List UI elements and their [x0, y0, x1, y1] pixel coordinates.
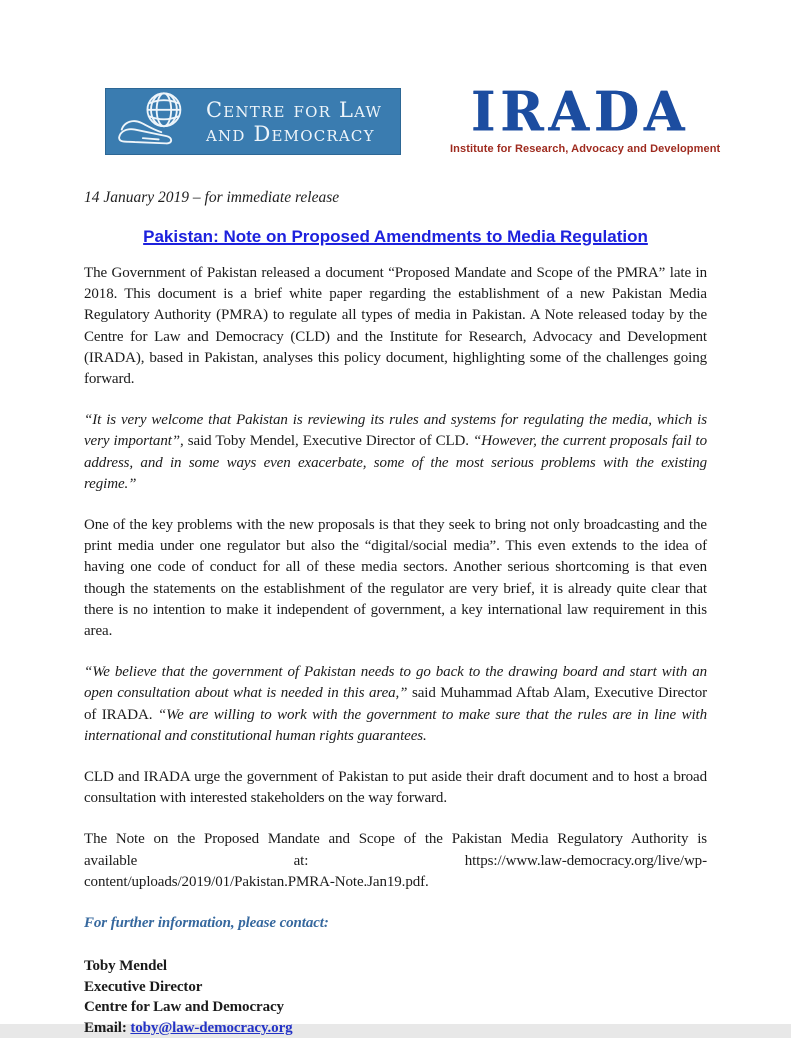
contact-heading: For further information, please contact:	[84, 915, 329, 932]
quote2-italic-close: “We are willing to work with the government to make sure that the rules are in line with international and constitutional human rights guarantees.	[84, 706, 708, 744]
title-link[interactable]: Pakistan: Note on Proposed Amendments to Media Regulation	[143, 227, 648, 246]
quote2-italic-open: “We believe that the government of Pakistan needs to go back to the drawing board and start with an open consultation about what is needed in this area,”	[84, 664, 707, 702]
quote2-attribution: said Muhammad Aftab Alam, Executive Director of IRADA.	[84, 685, 707, 723]
globe-in-hand-icon	[112, 90, 200, 153]
irada-logo	[450, 80, 721, 164]
contact-name: Toby Mendel	[84, 958, 167, 975]
document-body	[84, 263, 707, 1038]
note-url-part2: content/uploads/2019/01/Pakistan.PMRA-Note.Jan19.pdf.	[84, 873, 429, 890]
note-link-line1: The Note on the Proposed Mandate and Scope of the Pakistan Media Regulatory Authority is	[84, 831, 707, 848]
page-title	[0, 227, 791, 247]
note-url-part1: https://www.law-democracy.org/live/wp-	[464, 852, 707, 869]
note-link-line2	[84, 851, 707, 872]
quote1-italic-close: “However, the current proposals fail to address, and in some ways even exacerbate, some of the most serious problems with the existing regime.”	[84, 433, 707, 492]
irada-logo-subtitle: Institute for Research, Advocacy and Development	[450, 143, 721, 155]
cld-logo-line2: and Democracy	[206, 121, 375, 146]
contact-role: Executive Director	[84, 978, 203, 995]
email-link[interactable]: toby@law-democracy.org	[130, 1019, 293, 1036]
cld-logo	[105, 88, 401, 155]
paragraph-intro: The Government of Pakistan released a document “Proposed Mandate and Scope of the PMRA” late in 2018. This document is a brief white paper regarding the establishment of a new Pakistan Media Regulatory Authority (PMRA) to regulate all types of media in Pakistan. A Note released today by the Centre for Law and Democracy (CLD) and the Institute for Research, Advocacy and Development (IRADA), based in Pakistan, analyses this policy document, highlighting some of the challenges going forward.	[84, 265, 707, 388]
cld-logo-line1: Centre for Law	[206, 97, 383, 122]
paragraph-urge: CLD and IRADA urge the government of Pakistan to put aside their draft document and to host a broad consultation with interested stakeholders on the way forward.	[84, 769, 707, 807]
quote1-attribution: , said Toby Mendel, Executive Director of CLD.	[180, 433, 474, 450]
contact-block	[84, 956, 707, 1038]
paragraph-key-problems: One of the key problems with the new proposals is that they seek to bring not only broadcasting and the print media under one regulator but also the “digital/social media”. This even extends to the idea of having one code of conduct for all of these media sectors. Another serious shortcoming is that even though the statements on the establishment of the regulator are very brief, it is already quite clear that there is no intention to make it independent of government, a key international law requirement in this area.	[84, 517, 707, 640]
contact-org: Centre for Law and Democracy	[84, 999, 284, 1016]
note-link-word-at: at:	[293, 852, 309, 869]
email-label: Email:	[84, 1019, 131, 1036]
dateline: 14 January 2019 – for immediate release	[84, 189, 340, 206]
paragraph-note-link	[84, 829, 707, 893]
cld-logo-text	[206, 98, 382, 146]
contact-email-row	[84, 1018, 707, 1038]
paragraph-quote-mendel	[84, 410, 707, 495]
irada-wordmark: IRADA	[470, 80, 690, 145]
quote1-italic-open: “It is very welcome that Pakistan is reviewing its rules and systems for regulating the media, which is very important”	[84, 412, 707, 450]
note-link-word-available: available	[84, 852, 138, 869]
paragraph-quote-alam	[84, 662, 707, 747]
